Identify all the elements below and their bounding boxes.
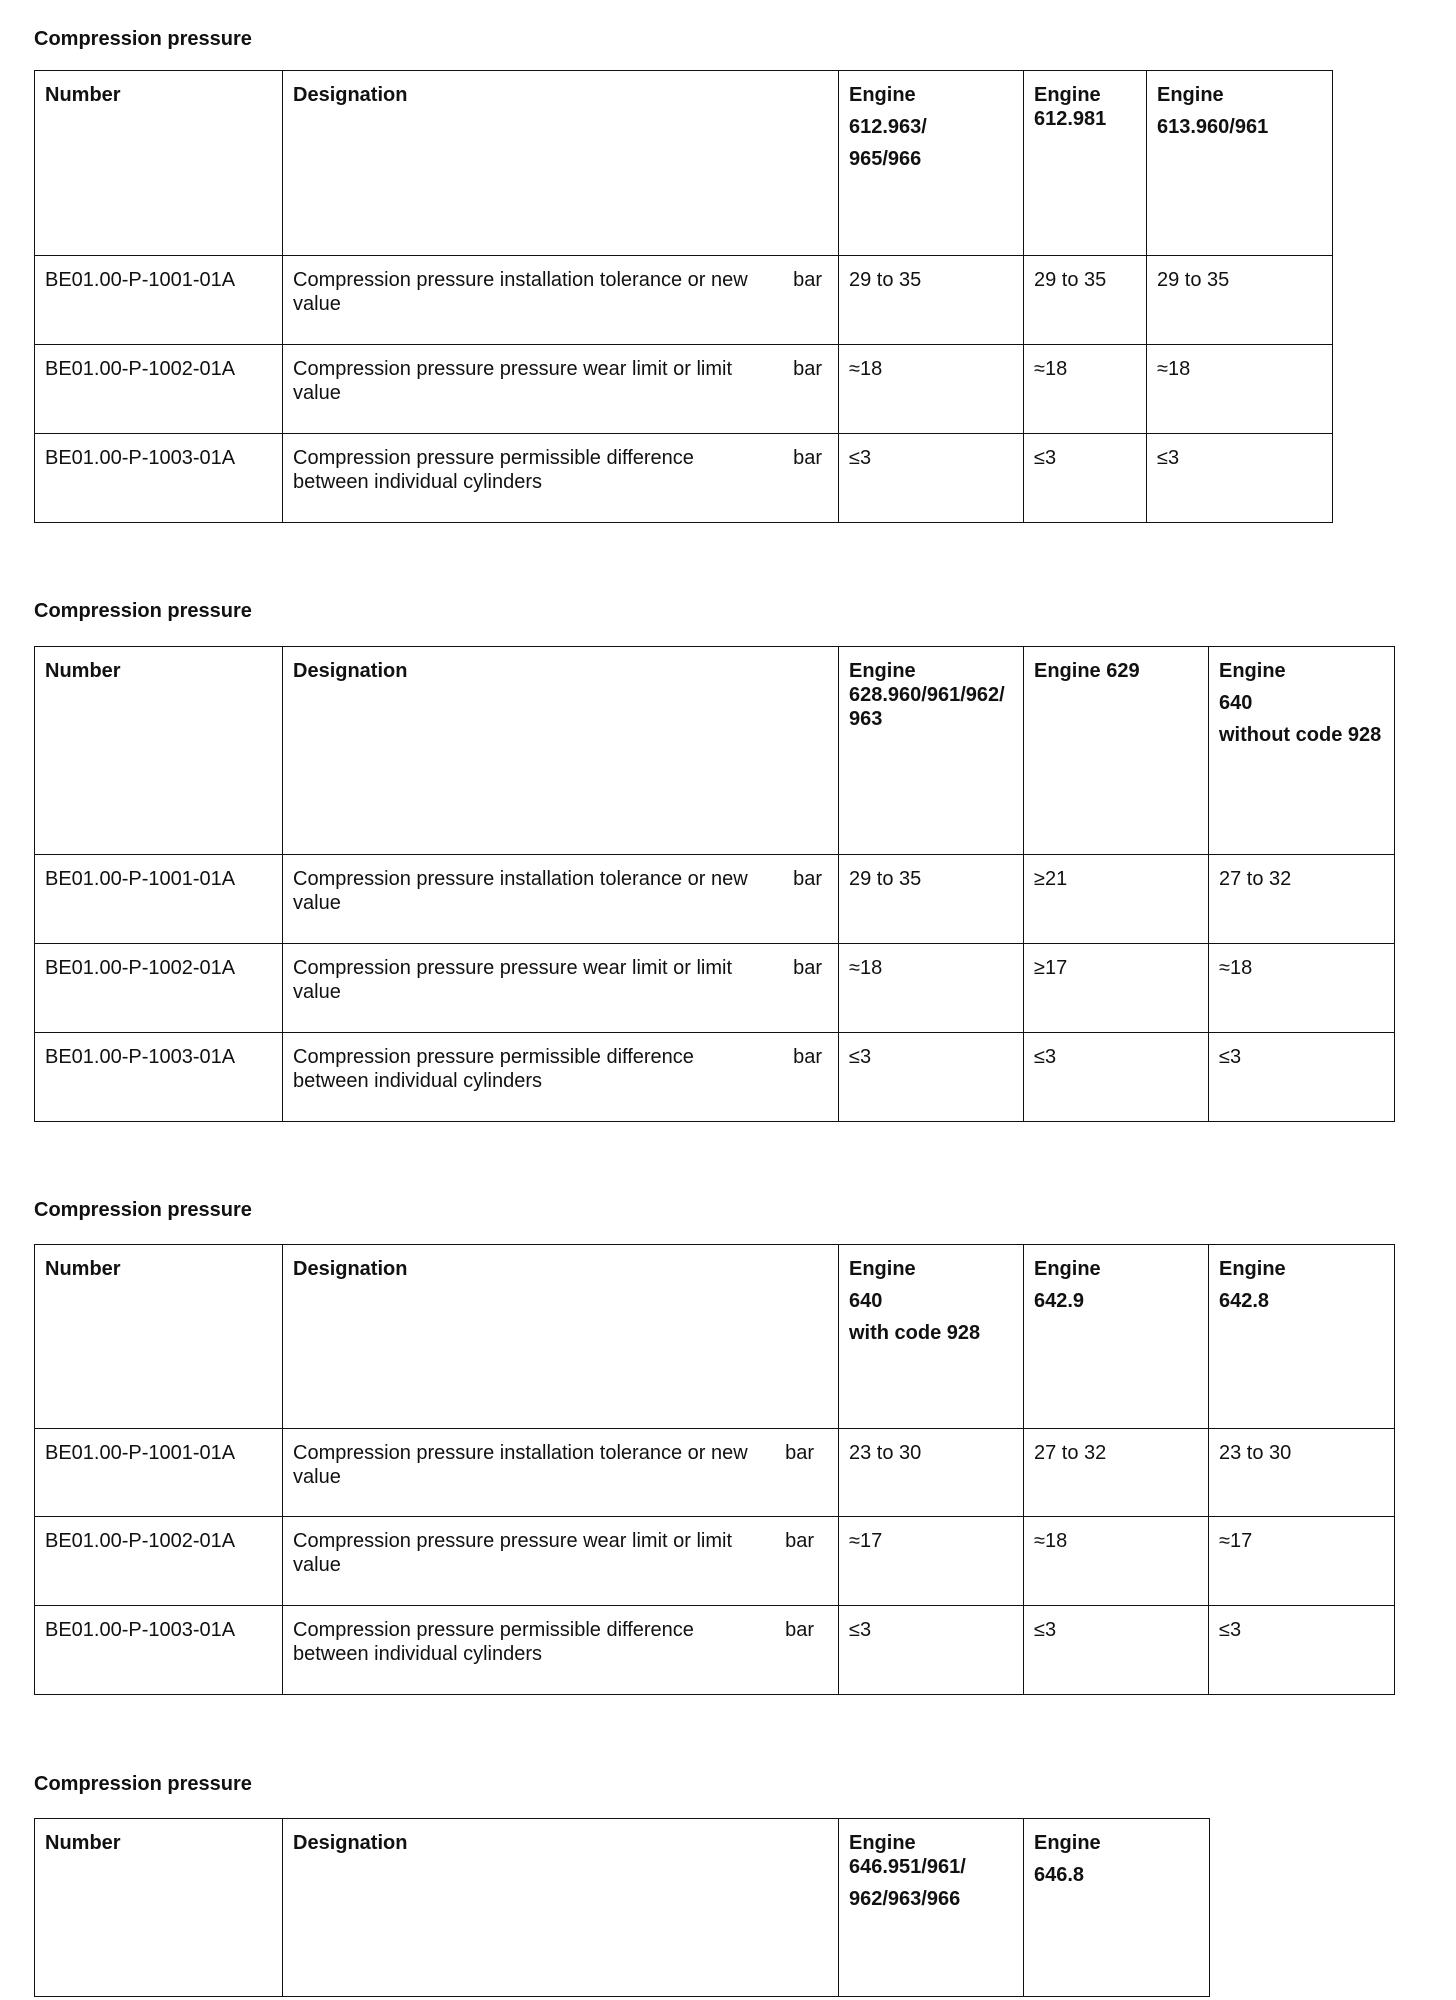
value-cell: 29 to 35 xyxy=(1024,256,1147,345)
row-designation xyxy=(283,256,839,345)
table-row xyxy=(35,345,1333,434)
value-cell: ≤3 xyxy=(839,434,1024,523)
unit: bar xyxy=(785,1442,814,1464)
value-cell: ≤3 xyxy=(839,1606,1024,1695)
row-number: BE01.00-P-1003-01A xyxy=(35,434,283,523)
header-engine xyxy=(1024,1819,1210,1997)
row-number: BE01.00-P-1001-01A xyxy=(35,256,283,345)
engine-code: 612.981 xyxy=(1034,108,1107,130)
engine-label: Engine xyxy=(849,1832,916,1854)
unit: bar xyxy=(793,1046,822,1068)
header-engine xyxy=(1024,71,1147,256)
unit: bar xyxy=(793,957,822,979)
engine-code: 640 xyxy=(849,1290,883,1312)
section-title: Compression pressure xyxy=(34,28,252,50)
unit: bar xyxy=(793,269,822,291)
table-row xyxy=(35,1429,1395,1517)
unit: bar xyxy=(793,358,822,380)
header-number: Number xyxy=(35,1245,283,1429)
header-engine xyxy=(839,71,1024,256)
header-engine xyxy=(839,1245,1024,1429)
table-row xyxy=(35,1033,1395,1122)
row-designation xyxy=(283,1033,839,1122)
designation-text: Compression pressure permissible difference between individual cylinders xyxy=(293,447,694,493)
header-number: Number xyxy=(35,71,283,256)
header-engine xyxy=(839,1819,1024,1997)
table-row xyxy=(35,1606,1395,1695)
engine-code: 628.960/961/962/ xyxy=(849,684,1005,706)
engine-label: Engine xyxy=(1219,660,1286,682)
header-designation: Designation xyxy=(283,647,839,855)
unit: bar xyxy=(793,868,822,890)
engine-code: 646.951/961/ xyxy=(849,1856,966,1878)
designation-text: Compression pressure pressure wear limit or limit value xyxy=(293,1530,733,1576)
value-cell: 29 to 35 xyxy=(839,855,1024,944)
value-cell: ≤3 xyxy=(1024,1606,1209,1695)
section-title: Compression pressure xyxy=(34,600,252,622)
compression-table-3 xyxy=(34,1244,1395,1695)
engine-code: with code 928 xyxy=(849,1322,981,1344)
section-title: Compression pressure xyxy=(34,1199,252,1221)
row-number: BE01.00-P-1003-01A xyxy=(35,1606,283,1695)
value-cell: ≤3 xyxy=(1147,434,1333,523)
header-engine xyxy=(1024,647,1209,855)
value-cell: ≤3 xyxy=(1024,1033,1209,1122)
row-number: BE01.00-P-1003-01A xyxy=(35,1033,283,1122)
value-cell: ≈17 xyxy=(1209,1517,1395,1606)
header-engine xyxy=(1147,71,1333,256)
header-engine xyxy=(1209,1245,1395,1429)
value-cell: ≈18 xyxy=(1209,944,1395,1033)
compression-table-1 xyxy=(34,70,1333,523)
engine-code: 963 xyxy=(849,708,883,730)
header-number: Number xyxy=(35,647,283,855)
engine-label: Engine xyxy=(1034,1832,1101,1854)
engine-label: Engine xyxy=(849,1258,916,1280)
unit: bar xyxy=(785,1619,814,1641)
value-cell: ≥17 xyxy=(1024,944,1209,1033)
table-row xyxy=(35,434,1333,523)
row-designation xyxy=(283,1517,839,1606)
value-cell: 29 to 35 xyxy=(839,256,1024,345)
value-cell: ≤3 xyxy=(1209,1033,1395,1122)
designation-text: Compression pressure pressure wear limit or limit value xyxy=(293,358,733,404)
designation-text: Compression pressure installation tolerance or new value xyxy=(293,269,748,315)
value-cell: ≈18 xyxy=(1024,1517,1209,1606)
row-number: BE01.00-P-1001-01A xyxy=(35,855,283,944)
value-cell: ≤3 xyxy=(1024,434,1147,523)
header-designation: Designation xyxy=(283,1245,839,1429)
row-number: BE01.00-P-1002-01A xyxy=(35,345,283,434)
engine-label: Engine xyxy=(1157,84,1224,106)
row-designation xyxy=(283,1606,839,1695)
table-row xyxy=(35,944,1395,1033)
value-cell: ≈18 xyxy=(1024,345,1147,434)
row-number: BE01.00-P-1002-01A xyxy=(35,1517,283,1606)
compression-table-4 xyxy=(34,1818,1210,1997)
value-cell: 23 to 30 xyxy=(1209,1429,1395,1517)
value-cell: 29 to 35 xyxy=(1147,256,1333,345)
value-cell: 27 to 32 xyxy=(1024,1429,1209,1517)
table-header-row xyxy=(35,1819,1210,1997)
row-designation xyxy=(283,944,839,1033)
value-cell: ≈17 xyxy=(839,1517,1024,1606)
value-cell: 23 to 30 xyxy=(839,1429,1024,1517)
header-designation: Designation xyxy=(283,71,839,256)
table-row xyxy=(35,256,1333,345)
engine-label: Engine xyxy=(849,660,916,682)
engine-code: 613.960/961 xyxy=(1157,116,1269,138)
table-header-row xyxy=(35,71,1333,256)
engine-code: without code 928 xyxy=(1219,724,1382,746)
designation-text: Compression pressure installation tolerance or new value xyxy=(293,868,748,914)
row-number: BE01.00-P-1001-01A xyxy=(35,1429,283,1517)
unit: bar xyxy=(785,1530,814,1552)
engine-label: Engine xyxy=(1034,1258,1101,1280)
header-designation: Designation xyxy=(283,1819,839,1997)
designation-text: Compression pressure permissible difference between individual cylinders xyxy=(293,1046,694,1092)
engine-code: 642.9 xyxy=(1034,1290,1085,1312)
section-title: Compression pressure xyxy=(34,1773,252,1795)
engine-label: Engine xyxy=(1219,1258,1286,1280)
header-engine xyxy=(839,647,1024,855)
value-cell: ≤3 xyxy=(839,1033,1024,1122)
engine-label: Engine xyxy=(849,84,916,106)
table-header-row xyxy=(35,1245,1395,1429)
header-engine xyxy=(1024,1245,1209,1429)
table-header-row xyxy=(35,647,1395,855)
row-designation xyxy=(283,1429,839,1517)
header-number: Number xyxy=(35,1819,283,1997)
value-cell: ≤3 xyxy=(1209,1606,1395,1695)
value-cell: ≈18 xyxy=(1147,345,1333,434)
row-designation xyxy=(283,345,839,434)
row-number: BE01.00-P-1002-01A xyxy=(35,944,283,1033)
value-cell: ≥21 xyxy=(1024,855,1209,944)
value-cell: ≈18 xyxy=(839,345,1024,434)
engine-code: 642.8 xyxy=(1219,1290,1270,1312)
row-designation xyxy=(283,855,839,944)
header-engine xyxy=(1209,647,1395,855)
compression-table-2 xyxy=(34,646,1395,1122)
value-cell: 27 to 32 xyxy=(1209,855,1395,944)
engine-code: 965/966 xyxy=(849,148,922,170)
designation-text: Compression pressure pressure wear limit or limit value xyxy=(293,957,733,1003)
engine-label: Engine xyxy=(1034,84,1101,106)
row-designation xyxy=(283,434,839,523)
engine-code: 646.8 xyxy=(1034,1864,1085,1886)
engine-code: 962/963/966 xyxy=(849,1888,961,1910)
table-row xyxy=(35,855,1395,944)
engine-code: 612.963/ xyxy=(849,116,927,138)
designation-text: Compression pressure installation tolerance or new value xyxy=(293,1442,748,1488)
designation-text: Compression pressure permissible difference between individual cylinders xyxy=(293,1619,694,1665)
table-row xyxy=(35,1517,1395,1606)
value-cell: ≈18 xyxy=(839,944,1024,1033)
unit: bar xyxy=(793,447,822,469)
engine-label: Engine 629 xyxy=(1034,660,1140,682)
engine-code: 640 xyxy=(1219,692,1253,714)
